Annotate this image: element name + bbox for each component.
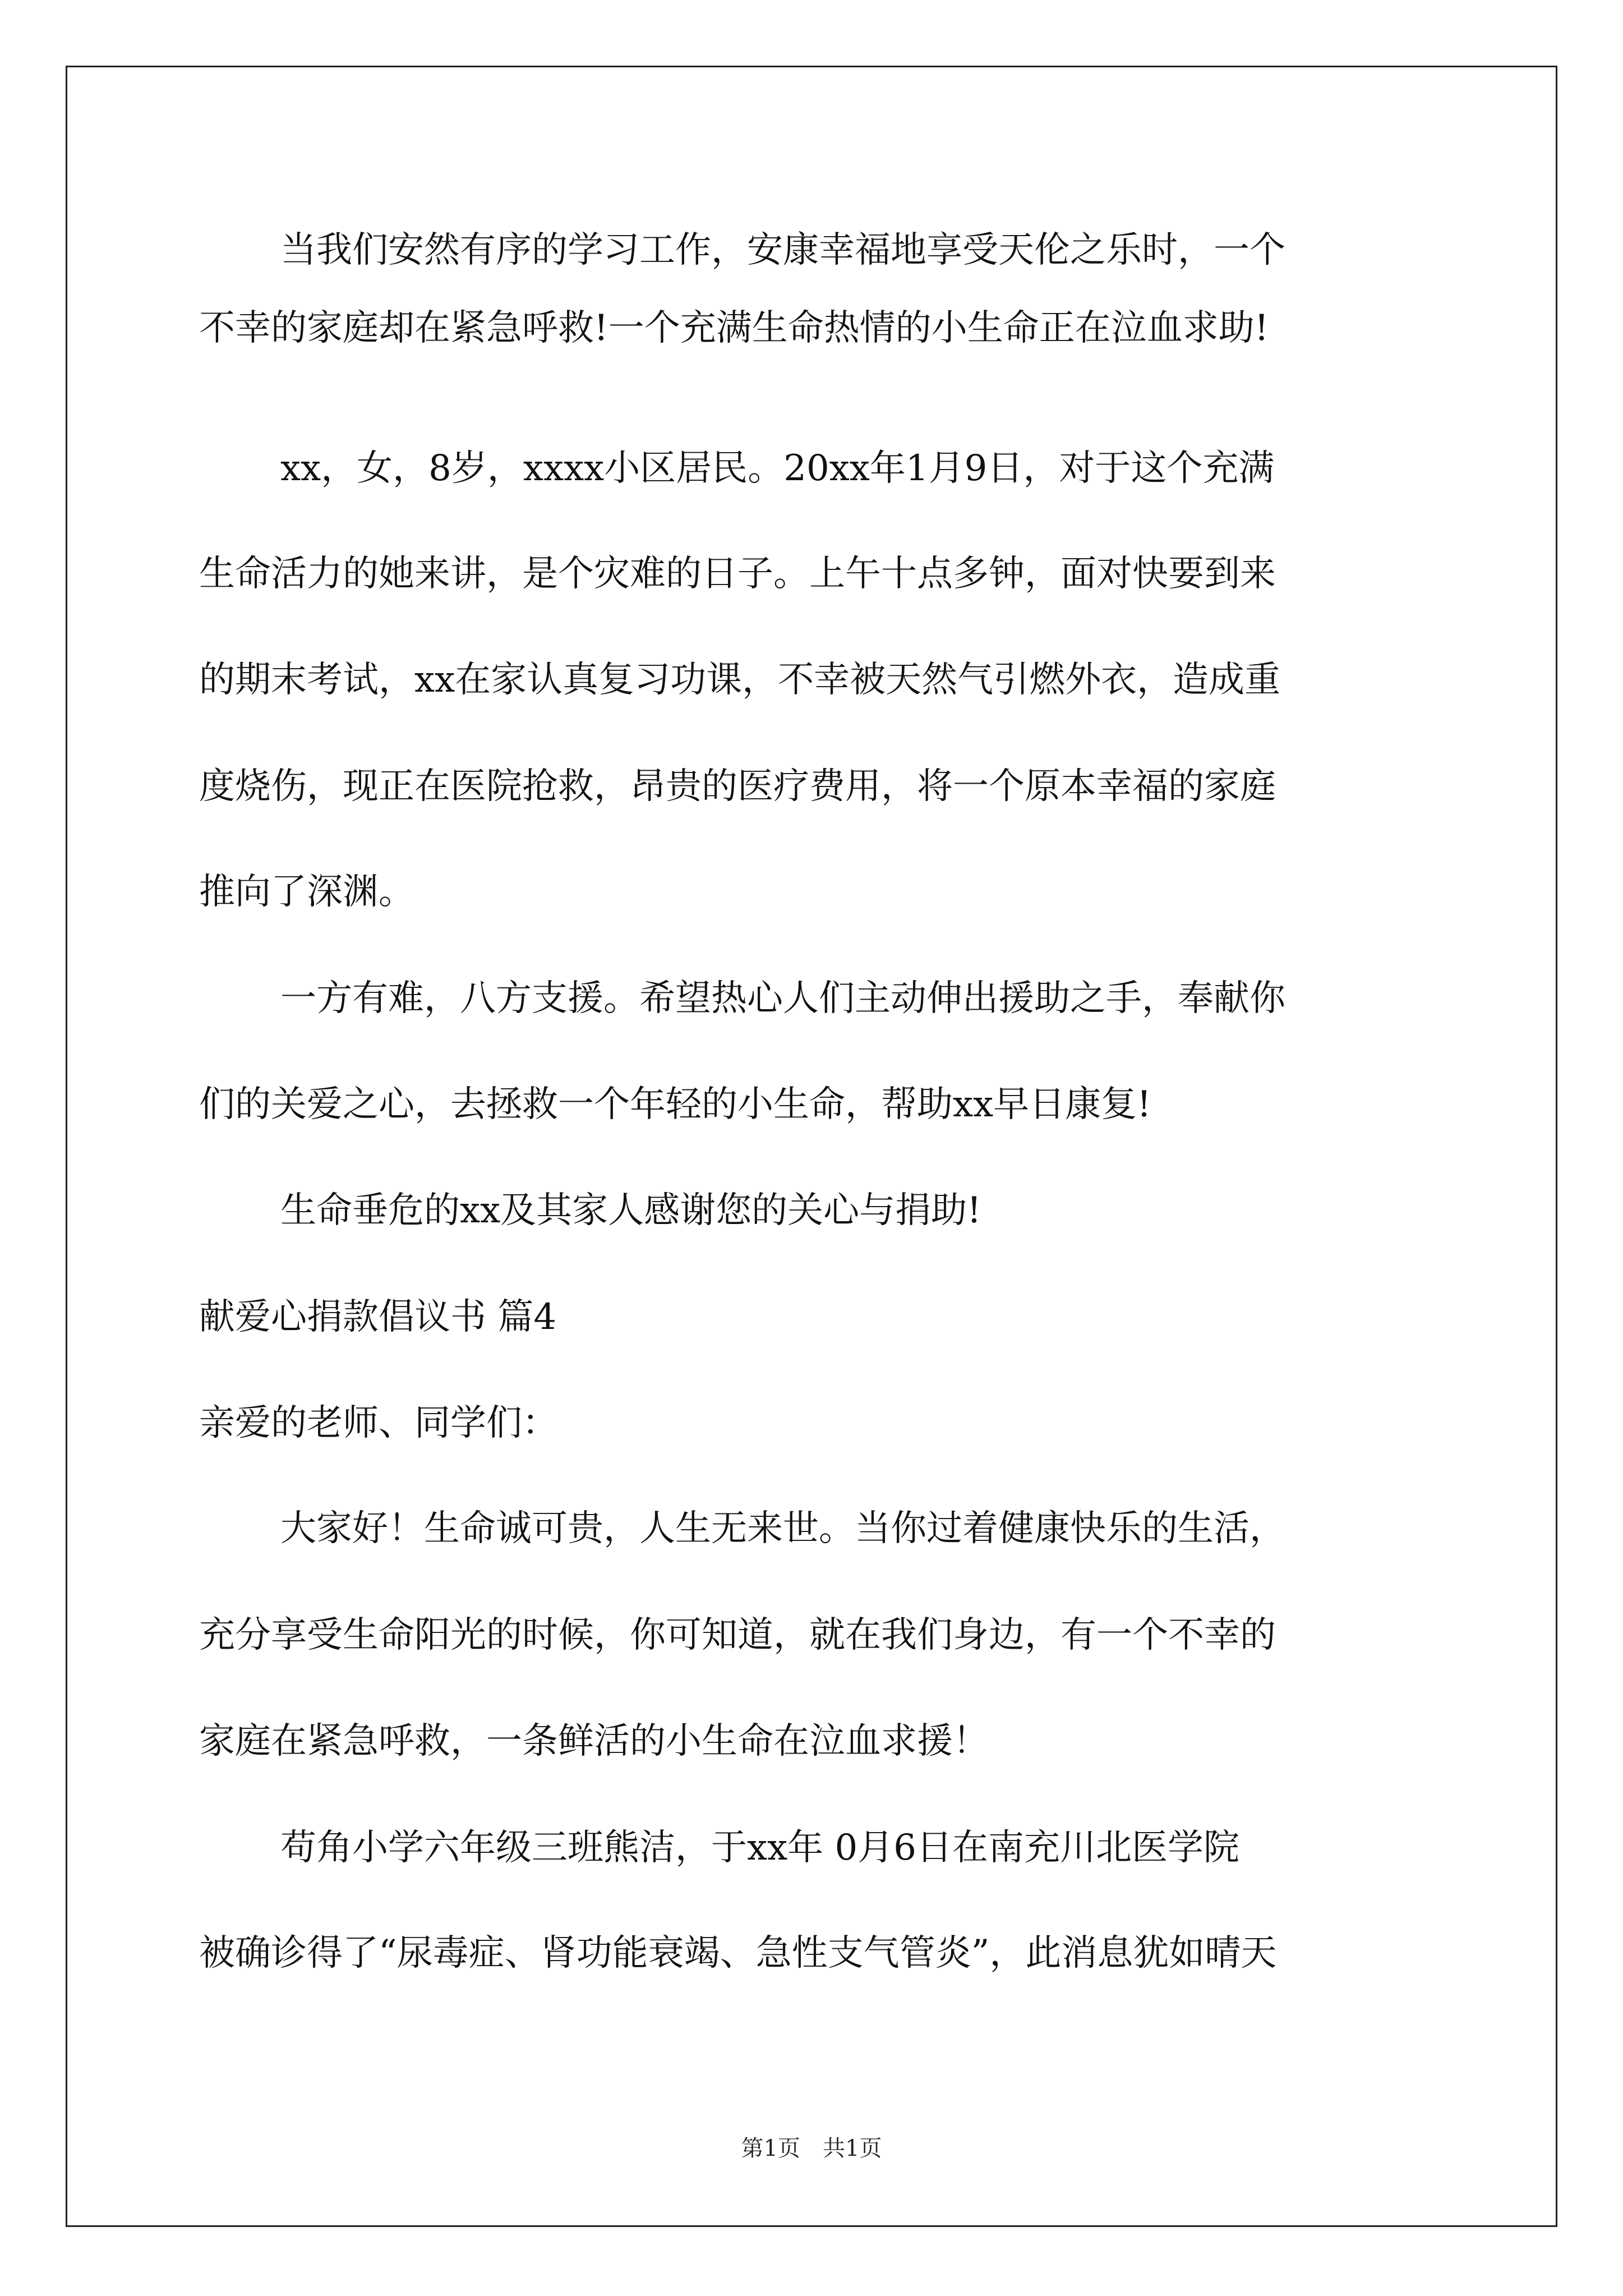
body-line-7: 推向了深渊。 bbox=[199, 871, 414, 913]
body-line-8: 一方有难，八方支援。希望热心人们主动伸出援助之手，奉献你 bbox=[280, 978, 1285, 1019]
body-line-6: 度烧伤，现正在医院抢救，昂贵的医疗费用，将一个原本幸福的家庭 bbox=[199, 766, 1276, 807]
body-line-10: 生命垂危的xx及其家人感谢您的关心与捐助! bbox=[280, 1190, 981, 1231]
body-line-13: 家庭在紧急呼救，一条鲜活的小生命在泣血求援！ bbox=[199, 1720, 989, 1762]
section-heading: 献爱心捐款倡议书 篇4 bbox=[199, 1296, 557, 1338]
body-line-3: xx，女，8岁，xxxx小区居民。20xx年1月9日，对于这个充满 bbox=[280, 448, 1275, 489]
page-number-footer: 第1页 共1页 bbox=[741, 2136, 882, 2161]
body-line-15: 被确诊得了“尿毒症、肾功能衰竭、急性支气管炎”，此消息犹如晴天 bbox=[199, 1932, 1277, 1974]
body-line-14: 苟角小学六年级三班熊洁，于xx年 0月6日在南充川北医学院 bbox=[280, 1827, 1239, 1869]
page-border bbox=[66, 66, 1557, 2227]
body-line-11: 大家好！生命诚可贵，人生无来世。当你过着健康快乐的生活， bbox=[280, 1508, 1285, 1549]
body-line-4: 生命活力的她来讲，是个灾难的日子。上午十点多钟，面对快要到来 bbox=[199, 553, 1276, 595]
body-line-2: 不幸的家庭却在紧急呼救!一个充满生命热情的小生命正在泣血求助! bbox=[199, 307, 1269, 349]
body-line-1: 当我们安然有序的学习工作，安康幸福地享受天伦之乐时，一个 bbox=[280, 229, 1285, 271]
body-line-5: 的期末考试，xx在家认真复习功课，不幸被天然气引燃外衣，造成重 bbox=[199, 659, 1281, 701]
body-line-12: 充分享受生命阳光的时候，你可知道，就在我们身边，有一个不幸的 bbox=[199, 1614, 1276, 1656]
salutation: 亲爱的老师、同学们： bbox=[199, 1402, 558, 1444]
body-line-9: 们的关爱之心，去拯救一个年轻的小生命，帮助xx早日康复! bbox=[199, 1084, 1151, 1125]
